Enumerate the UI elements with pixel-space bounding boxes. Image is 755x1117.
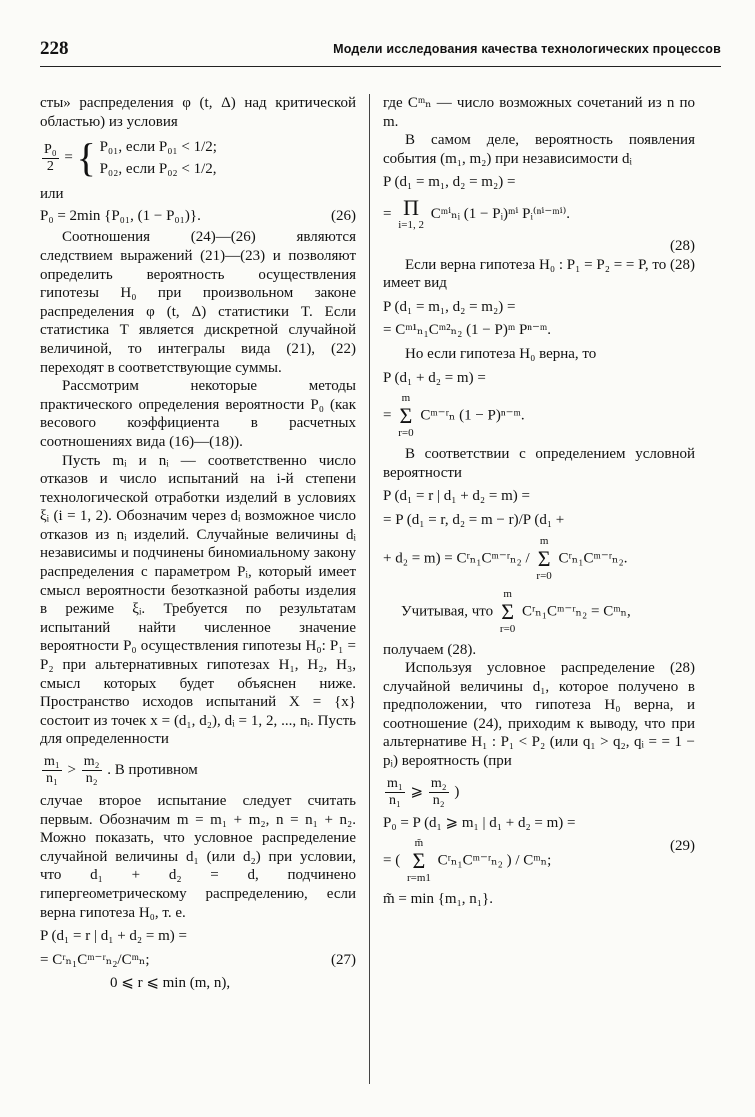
sum-operator: m Σ r=0	[398, 392, 414, 440]
formula-sum: = m Σ r=0 Cᵐ⁻ʳₙ (1 − P)ⁿ⁻ᵐ.	[383, 392, 525, 440]
page-header	[40, 38, 721, 64]
paragraph: где Cᵐₙ — число возможных сочетаний из n по m.	[383, 95, 695, 130]
right-column	[383, 94, 695, 914]
formula-27c: 0 ⩽ r ⩽ min (m, n),	[110, 975, 231, 992]
equation-number: (26)	[331, 207, 356, 224]
header-rule	[40, 66, 721, 67]
left-column	[40, 94, 356, 998]
paragraph: Соотношения (24)—(26) являются следствием выражений (21)—(23) и позволяют определить вероятность осуществления гипотезы H₀ при произвольном законе распределения φ (t, Δ) статистики T. Если статистика T является дискретной случайной величиной, то интегралы вида (21), (22) переходят в соответствующие суммы.	[40, 229, 356, 376]
sum-operator: m Σ r=0	[499, 587, 516, 635]
page-number: 228	[40, 38, 69, 59]
inline-fraction-line: $\frac{\text{m₁}}{\text{n₁}}$ ⩾ $\frac{\text{m₂}}{\text{n₂}}$ )	[387, 775, 460, 808]
paragraph: Пусть mᵢ и nᵢ — соответственно число отказов и число испытаний на i-й степени технологической отработки изделий в условиях ξᵢ (i = 1, 2). Обозначим через dᵢ возможное число отказов из nᵢ изделий. Случайные величины dᵢ независимы и подчинены биномиальному закону распределения с параметром Pᵢ, который имеет смысл вероятности безотказной работы изделия в режиме ξᵢ. Требуется по результатам испытаний найти численное значение вероятности P₀ осуществления гипотезы H₀: P₁ = P₂ при альтернативных гипотезах H₁, H₂, H₃, смысл которых будет объяснен ниже. Пространство исходов испытаний X = {x} состоит из точек x = (d₁, d₂), dᵢ = 1, 2, ..., nᵢ. Пусть для определенности	[40, 452, 356, 748]
paragraph: Если верна гипотеза H₀ : P₁ = P₂ = = P, то (28) имеет вид	[383, 256, 695, 292]
paragraph: Используя условное распределение (28) случайной величины d₁, которое получено в предположении, что гипотеза H₀ верна, и соотношение (24), приходим к выводу, что при альтернативе H₁ : P₁ < P₂ (или q₁ > q₂, qᵢ = = 1 − pᵢ) вероятность (при	[383, 660, 695, 770]
formula-27: = Cʳₙ₁Cᵐ⁻ʳₙ₂/Cᵐₙ; (27)	[40, 951, 356, 968]
formula-sum: + d₂ = m) = Cʳₙ₁Cᵐ⁻ʳₙ₂ / m Σ r=0 Cʳₙ₁Cᵐ⁻ʳₙ₂.	[383, 534, 628, 582]
equation-number: (28)	[670, 237, 695, 254]
formula: = P (d₁ = r, d₂ = m − r)/P (d₁ +	[383, 511, 565, 528]
paragraph: получаем (28).	[383, 641, 477, 658]
paragraph: В самом деле, вероятность появления события (m₁, m₂) при независимости dᵢ	[383, 132, 695, 167]
formula-29: = ( m̃ Σ r=m1 Cʳₙ₁Cᵐ⁻ʳₙ₂ ) / Cᵐₙ; (29)	[383, 837, 695, 885]
sum-operator: m̃ Σ r=m1	[406, 837, 431, 885]
equation-number: (29)	[670, 838, 695, 855]
formula: m̃ = min {m₁, n₁}.	[383, 891, 493, 908]
product-operator: Π i=1, 2	[398, 194, 424, 231]
paragraph: В соответствии с определением условной вероятности	[383, 446, 695, 481]
paragraph: сты» распределения φ (t, Δ) над критической областью) из условия	[40, 95, 356, 130]
formula-26: P₀ = 2min {P₀₁, (1 − P₀₁)}. (26)	[40, 207, 356, 224]
paragraph: Но если гипотеза H₀ верна, то	[405, 345, 597, 362]
formula: P (d₁ + d₂ = m) =	[383, 369, 486, 386]
formula-p0-cases: $\frac{\text{P₀}}{2}$ = { P₀₁, если P₀₁ < 1/2; P₀₂, если P₀₂ < 1/2,	[44, 135, 217, 181]
formula: P (d₁ = m₁, d₂ = m₂) =	[383, 298, 516, 315]
formula-28a: P (d₁ = m₁, d₂ = m₂) =	[383, 174, 516, 191]
formula-27a: P (d₁ = r | d₁ + d₂ = m) =	[40, 928, 187, 945]
formula: P (d₁ = r | d₁ + d₂ = m) =	[383, 488, 530, 505]
formula-28b: = Π i=1, 2 Cᵐⁱₙᵢ (1 − Pᵢ)ᵐⁱ Pᵢ⁽ⁿⁱ⁻ᵐⁱ⁾.	[383, 194, 571, 231]
paragraph: или	[40, 186, 64, 203]
brace: {	[76, 135, 96, 181]
sum-operator: m Σ r=0	[536, 534, 552, 582]
paragraph: случае второе испытание следует считать первым. Обозначим m = m₁ + m₂, n = n₁ + n₂. Можно показать, что условное распределение случайной величины d₁ (или d₂) при условии, что d₁ + d₂ = d, подчинено гипергеометрическому распределению, если верна гипотеза H₀, т. е.	[40, 793, 356, 921]
formula-sum: Учитывая, что m Σ r=0 Cʳₙ₁Cᵐ⁻ʳₙ₂ = Cᵐₙ,	[401, 587, 631, 635]
paragraph: Рассмотрим некоторые методы практического определения вероятности P₀ (как весового коэффициента в расчетных соотношениях вида (16)—(18)).	[40, 378, 356, 450]
formula: = Cᵐ¹ₙ₁Cᵐ²ₙ₂ (1 − P)ᵐ Pⁿ⁻ᵐ.	[383, 322, 552, 339]
column-divider	[369, 94, 370, 1084]
inline-fraction-line: $\frac{\text{m₁}}{\text{n₁}}$ > $\frac{\text{m₂}}{\text{n₂}}$ . В противном	[44, 754, 198, 786]
running-title: Модели исследования качества технологических процессов	[333, 42, 721, 56]
equation-number: (27)	[331, 951, 356, 968]
formula: P₀ = P (d₁ ⩾ m₁ | d₁ + d₂ = m) =	[383, 814, 576, 831]
